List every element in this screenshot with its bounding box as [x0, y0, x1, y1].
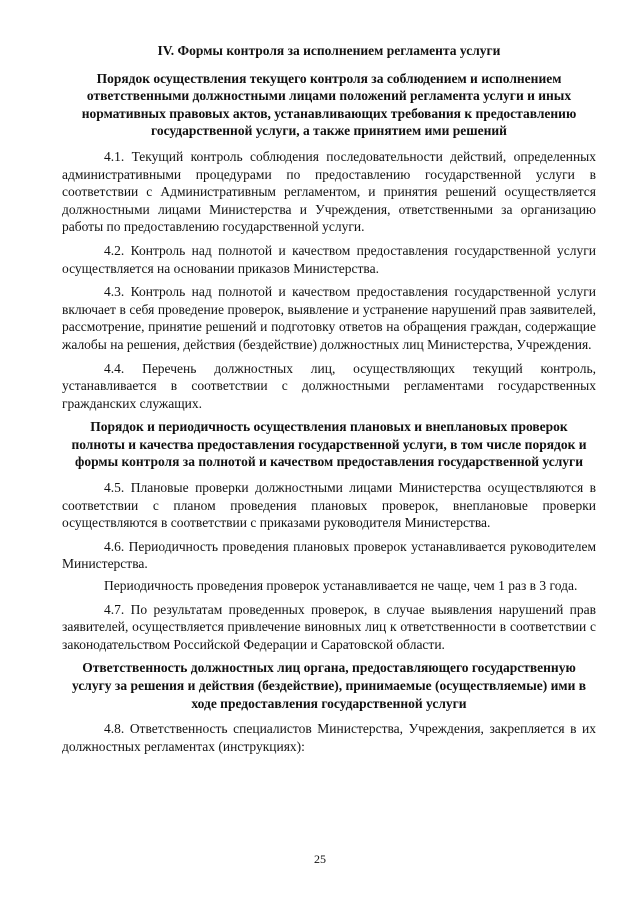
paragraph-4-7: 4.7. По результатам проведенных проверок, в случае выявления нарушений прав заявителей, осуществляется привлечение виновных лиц к ответственности в соответствии с законодательством Российской Федерации и Саратовской области.	[62, 601, 596, 652]
paragraph-4-3: 4.3. Контроль над полнотой и качеством предоставления государственной услуги включает в себя проведение проверок, выявление и устранение нарушений прав заявителей, рассмотрение, принятие решений и подготовку ответов на обращения граждан, содержащие жалобы на решения, действия (бездействие) должностных лиц Министерства, Учреждения.	[62, 284, 596, 352]
paragraph-4-8: 4.8. Ответственность специалистов Министерства, Учреждения, закрепляется в их должностных регламентах (инструкциях):	[62, 721, 596, 754]
paragraph-4-1: 4.1. Текущий контроль соблюдения последовательности действий, определенных административными процедурами по предоставлению государственной услуги в соответствии с Административным регламентом, и принятия решений осуществляется должностными лицами Министерства и Учреждения, ответственными за организацию работы по предоставлению государственной услуги.	[62, 148, 596, 235]
subheading-inspections: Порядок и периодичность осуществления плановых и внеплановых проверок полноты и качества предоставления государственной услуги, в том числе порядок и формы контроля за полнотой и качеством предоставления государственной услуги	[71, 419, 587, 470]
page-number: 25	[314, 852, 326, 866]
paragraph-4-6-frequency: Периодичность проведения проверок устанавливается не чаще, чем 1 раз в 3 года.	[104, 578, 578, 594]
subheading-responsibility: Ответственность должностных лиц органа, предоставляющего государственную услугу за решения и действия (бездействие), принимаемые (осуществляемые) ими в ходе предоставления государственной услуги	[71, 660, 587, 711]
page-content	[62, 42, 596, 761]
paragraph-4-4: 4.4. Перечень должностных лиц, осуществляющих текущий контроль, устанавливается в соответствии с должностными регламентами государственных гражданских служащих.	[62, 360, 596, 411]
paragraph-4-6: 4.6. Периодичность проведения плановых проверок устанавливается руководителем Министерства.	[62, 538, 596, 572]
paragraph-4-5: 4.5. Плановые проверки должностными лицами Министерства осуществляются в соответствии с планом проведения плановых проверок, внеплановые проверки осуществляются в соответствии с приказами руководителя Министерства.	[62, 480, 596, 531]
paragraph-4-2: 4.2. Контроль над полнотой и качеством предоставления государственной услуги осуществляется на основании приказов Министерства.	[62, 242, 596, 276]
section-title: IV. Формы контроля за исполнением регламента услуги	[157, 43, 501, 58]
subheading-current-control: Порядок осуществления текущего контроля за соблюдением и исполнением ответственными должностными лицами положений регламента услуги и иных нормативных правовых актов, устанавливающих требования к предоставлению государственной услуги, а также принятием ими решений	[81, 70, 577, 139]
